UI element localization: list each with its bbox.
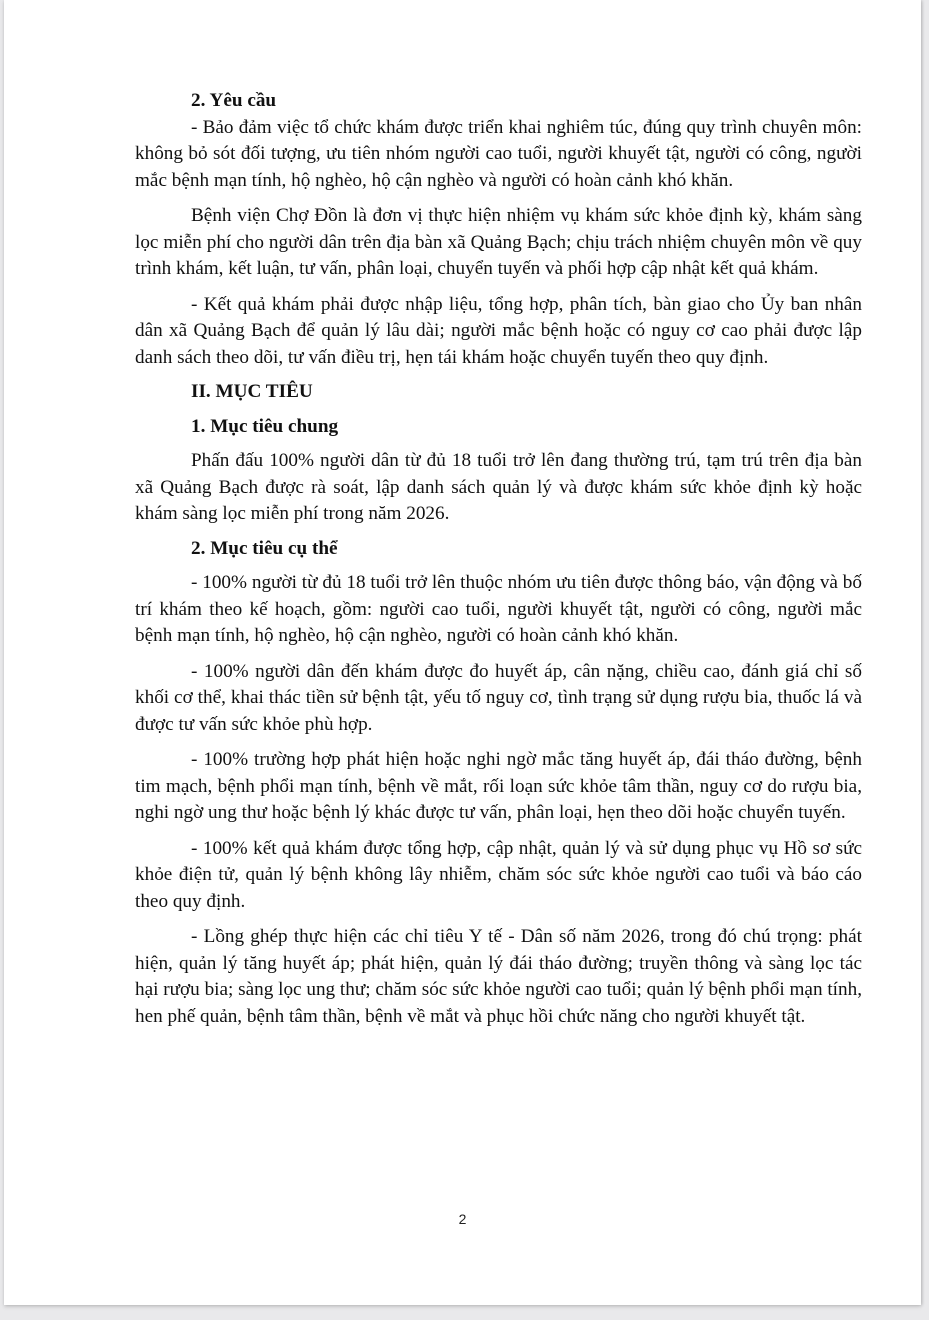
part-heading-objectives: II. MỤC TIÊU xyxy=(191,381,313,402)
section-heading-requirements: 2. Yêu cầu xyxy=(191,90,277,111)
section-heading-specific-objectives: 2. Mục tiêu cụ thể xyxy=(191,537,338,559)
requirement-paragraph-3: - Kết quả khám phải được nhập liệu, tổng hợp, phân tích, bàn giao cho Ủy ban nhân dân xã Quảng Bạch để quản lý lâu dài; người mắc bệnh hoặc có nguy cơ cao phải được lập danh sách theo dõi, tư vấn điều trị, hẹn tái khám hoặc chuyển tuyến theo quy định. xyxy=(135,293,862,368)
specific-objective-paragraph-5: - Lồng ghép thực hiện các chỉ tiêu Y tế - Dân số năm 2026, trong đó chú trọng: phát hiện, quản lý tăng huyết áp; phát hiện, quản lý đái tháo đường; truyền thông và sàng lọc tác hại rượu bia; sàng lọc ung thư; chăm sóc sức khỏe người cao tuổi; quản lý bệnh phổi mạn tính, hen phế quản, bệnh tâm thần, bệnh về mắt và phục hồi chức năng cho người khuyết tật. xyxy=(135,926,862,1027)
document-body xyxy=(135,88,862,1030)
requirement-paragraph-2: Bệnh viện Chợ Đồn là đơn vị thực hiện nhiệm vụ khám sức khỏe định kỳ, khám sàng lọc miễn phí cho người dân trên địa bàn xã Quảng Bạch; chịu trách nhiệm chuyên môn về quy trình khám, kết luận, tư vấn, phân loại, chuyển tuyến và phối hợp cập nhật kết quả khám. xyxy=(135,205,862,279)
requirement-paragraph-1: - Bảo đảm việc tổ chức khám được triển khai nghiêm túc, đúng quy trình chuyên môn: không bỏ sót đối tượng, ưu tiên nhóm người cao tuổi, người khuyết tật, người có công, người mắc bệnh mạn tính, hộ nghèo, hộ cận nghèo và người có hoàn cảnh khó khăn. xyxy=(135,116,862,191)
document-page xyxy=(4,0,921,1305)
specific-objective-paragraph-4: - 100% kết quả khám được tổng hợp, cập nhật, quản lý và sử dụng phục vụ Hồ sơ sức khỏe điện tử, quản lý bệnh không lây nhiễm, chăm sóc sức khỏe người cao tuổi và báo cáo theo quy định. xyxy=(135,837,862,912)
specific-objective-paragraph-2: - 100% người dân đến khám được đo huyết áp, cân nặng, chiều cao, đánh giá chỉ số khối cơ thể, khai thác tiền sử bệnh tật, yếu tố nguy cơ, tình trạng sử dụng rượu bia, thuốc lá và được tư vấn sức khỏe phù hợp. xyxy=(135,660,862,735)
page-number: 2 xyxy=(458,1211,467,1227)
general-objective-paragraph: Phấn đấu 100% người dân từ đủ 18 tuổi trở lên đang thường trú, tạm trú trên địa bàn xã Quảng Bạch được rà soát, lập danh sách quản lý và được khám sức khỏe định kỳ hoặc khám sàng lọc miễn phí trong năm 2026. xyxy=(135,450,862,524)
specific-objective-paragraph-1: - 100% người từ đủ 18 tuổi trở lên thuộc nhóm ưu tiên được thông báo, vận động và bố trí khám theo kế hoạch, gồm: người cao tuổi, người khuyết tật, người có công, người mắc bệnh mạn tính, hộ nghèo, hộ cận nghèo, người có hoàn cảnh khó khăn. xyxy=(135,572,862,646)
specific-objective-paragraph-3: - 100% trường hợp phát hiện hoặc nghi ngờ mắc tăng huyết áp, đái tháo đường, bệnh tim mạch, bệnh phổi mạn tính, bệnh về mắt, rối loạn sức khỏe tâm thần, nguy cơ do rượu bia, nghi ngờ ung thư hoặc bệnh lý khác được tư vấn, phân loại, hẹn theo dõi hoặc chuyển tuyến. xyxy=(135,749,862,823)
section-heading-general-objective: 1. Mục tiêu chung xyxy=(191,415,339,437)
